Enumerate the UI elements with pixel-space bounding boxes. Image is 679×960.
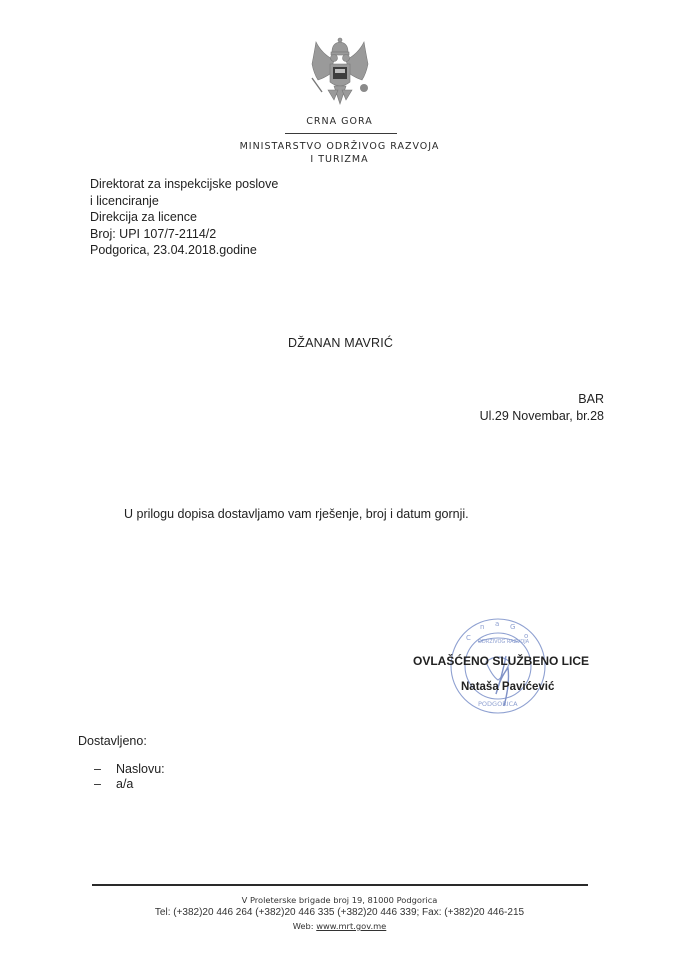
svg-text:PODGORICA: PODGORICA [478, 700, 518, 708]
svg-text:a: a [495, 620, 500, 628]
signatory-name: Nataša Pavićević [461, 681, 555, 693]
document-date: Podgorica, 23.04.2018.godine [90, 243, 257, 257]
list-item-text: a/a [116, 777, 134, 791]
svg-text:ODRŽIVOG RAZVOJA: ODRŽIVOG RAZVOJA [478, 639, 530, 645]
coat-of-arms-icon [304, 34, 376, 114]
footer-address: V Proleterske brigade broj 19, 81000 Podgorica [241, 895, 438, 905]
list-item [94, 777, 165, 792]
signatory-title: OVLAŠĆENO SLUŽBENO LICE [413, 654, 590, 668]
country-name: CRNA GORA [306, 116, 373, 127]
footer-contact: Tel: (+382)20 446 264 (+382)20 446 335 (+382)20 446 339; Fax: (+382)20 446-215 [154, 907, 525, 918]
delivered-list [94, 762, 165, 792]
svg-text:G: G [510, 623, 516, 631]
recipient-street: Ul.29 Novembar, br.28 [479, 409, 604, 423]
dash-bullet: – [94, 762, 101, 776]
ministry-line-2: I TURIZMA [310, 154, 369, 165]
svg-text:n: n [480, 623, 485, 631]
website-link[interactable]: www.mrt.gov.me [316, 921, 387, 931]
svg-text:C: C [466, 634, 471, 642]
letter-body: U prilogu dopisa dostavljamo vam rješenje, broj i datum gornji. [124, 507, 469, 521]
header-divider [285, 133, 397, 134]
list-item-text: Naslovu: [116, 762, 165, 776]
footer-web [0, 921, 679, 931]
dash-bullet: – [94, 777, 101, 791]
ministry-line-1: MINISTARSTVO ODRŽIVOG RAZVOJA [239, 141, 440, 152]
document-number: Broj: UPI 107/7-2114/2 [90, 226, 217, 241]
footer-divider [92, 884, 588, 886]
sender-directorate-sub: Direkcija za licence [90, 210, 197, 224]
web-label: Web: [292, 921, 317, 931]
sender-block [90, 176, 278, 259]
recipient-city: BAR [578, 392, 604, 406]
delivered-label: Dostavljeno: [78, 734, 147, 748]
ministry-name [0, 140, 679, 166]
recipient-name: DŽANAN MAVRIĆ [288, 336, 394, 350]
svg-text:o: o [524, 632, 529, 640]
sender-directorate-cont: i licenciranje [90, 193, 159, 208]
list-item [94, 762, 165, 777]
sender-directorate: Direktorat za inspekcijske poslove [90, 177, 279, 191]
